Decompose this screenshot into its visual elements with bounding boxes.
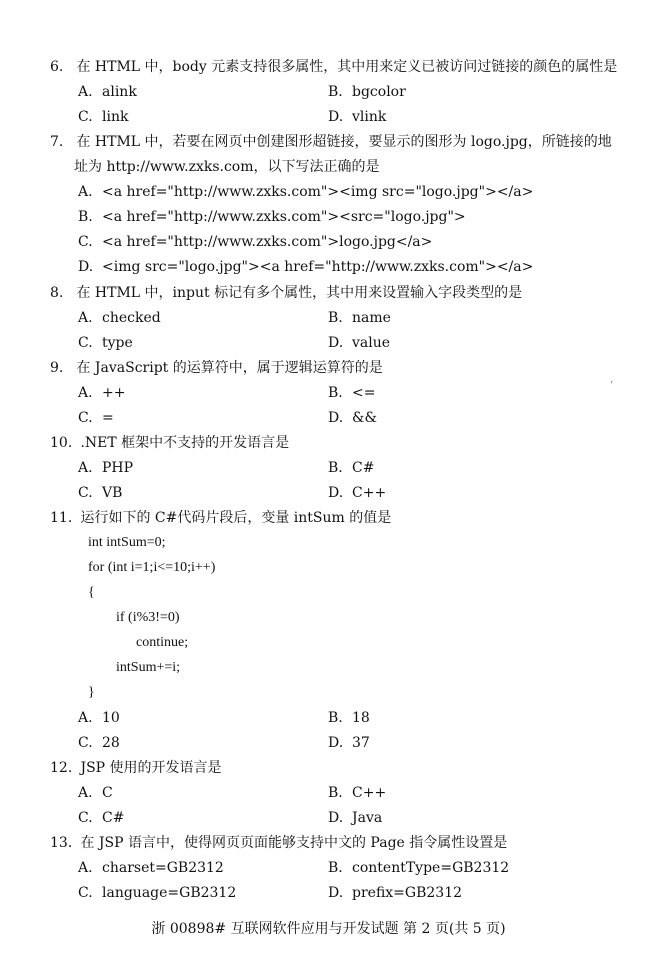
code-line: } [88,685,95,700]
option-d: D. value [328,335,391,351]
question-text: 在 HTML 中，body 元素支持很多属性，其中用来定义已被访问过链接的颜色的属性是 [76,59,618,75]
option-b: B. C# [328,460,375,476]
option-b: B. name [328,310,391,326]
question-7-line2: 址为 http://www.zxks.com，以下写法正确的是 [74,159,380,175]
option-a: A. PHP [78,460,134,476]
question-text: 在 HTML 中，若要在网页中创建图形超链接，要显示的图形为 logo.jpg，所链接的地 [76,134,612,150]
question-number: 9. [50,360,64,376]
option-a: A. <a href="http://www.zxks.com"><img src="logo.jpg"></a> [78,184,534,200]
question-number: 11. [50,510,73,526]
option-d: D. prefix=GB2312 [328,885,463,901]
option-d: D. vlink [328,109,387,125]
question-text: 在 JavaScript 的运算符中，属于逻辑运算符的是 [76,360,383,376]
option-c: C. type [78,335,133,351]
code-line: int intSum=0; [88,535,166,550]
scan-mark: ʻ [610,380,614,391]
question-number: 6. [50,59,64,75]
question-6 [50,58,617,76]
option-b: B. contentType=GB2312 [328,860,510,876]
option-b: B. <= [328,385,376,401]
question-9 [50,359,383,377]
option-d: D. && [328,410,377,426]
page-footer: 浙 00898# 互联网软件应用与开发试题 第 2 页(共 5 页) [151,921,506,937]
question-text: 在 HTML 中，input 标记有多个属性，其中用来设置输入字段类型的是 [76,285,523,301]
question-10 [50,434,289,452]
question-text: .NET 框架中不支持的开发语言是 [80,435,290,451]
question-number: 7. [50,134,64,150]
option-a: A. alink [78,84,137,100]
question-12 [50,759,222,777]
code-line: if (i%3!=0) [116,610,180,625]
option-d: D. Java [328,810,383,826]
question-text: JSP 使用的开发语言是 [80,760,222,776]
option-d: D. <img src="logo.jpg"><a href="http://www.zxks.com"></a> [78,259,534,275]
option-a: A. ++ [78,385,126,401]
question-number: 8. [50,285,64,301]
code-line: for (int i=1;i<=10;i++) [88,560,216,575]
option-c: C. 28 [78,735,120,751]
question-text: 运行如下的 C#代码片段后，变量 intSum 的值是 [80,510,392,526]
option-b: B. 18 [328,710,370,726]
option-d: D. 37 [328,735,370,751]
option-a: A. charset=GB2312 [78,860,224,876]
code-line: { [88,585,95,600]
option-a: A. C [78,785,113,801]
code-line: continue; [136,635,189,650]
question-13 [50,834,507,852]
option-c: C. = [78,410,114,426]
option-d: D. C++ [328,485,387,501]
question-text: 在 JSP 语言中，使得网页页面能够支持中文的 Page 指令属性设置是 [80,835,508,851]
code-line: intSum+=i; [116,660,181,675]
option-b: B. bgcolor [328,84,406,100]
option-c: C. link [78,109,129,125]
option-b: B. C++ [328,785,387,801]
question-number: 13. [50,835,73,851]
question-number: 12. [50,760,73,776]
question-number: 10. [50,435,73,451]
question-8 [50,284,522,302]
option-c: C. VB [78,485,123,501]
question-7 [50,133,612,151]
option-b: B. <a href="http://www.zxks.com"><src="logo.jpg"> [78,209,466,225]
question-11 [50,509,391,527]
option-c: C. C# [78,810,125,826]
option-a: A. 10 [78,710,120,726]
option-c: C. language=GB2312 [78,885,237,901]
option-c: C. <a href="http://www.zxks.com">logo.jpg</a> [78,234,433,250]
option-a: A. checked [78,310,161,326]
